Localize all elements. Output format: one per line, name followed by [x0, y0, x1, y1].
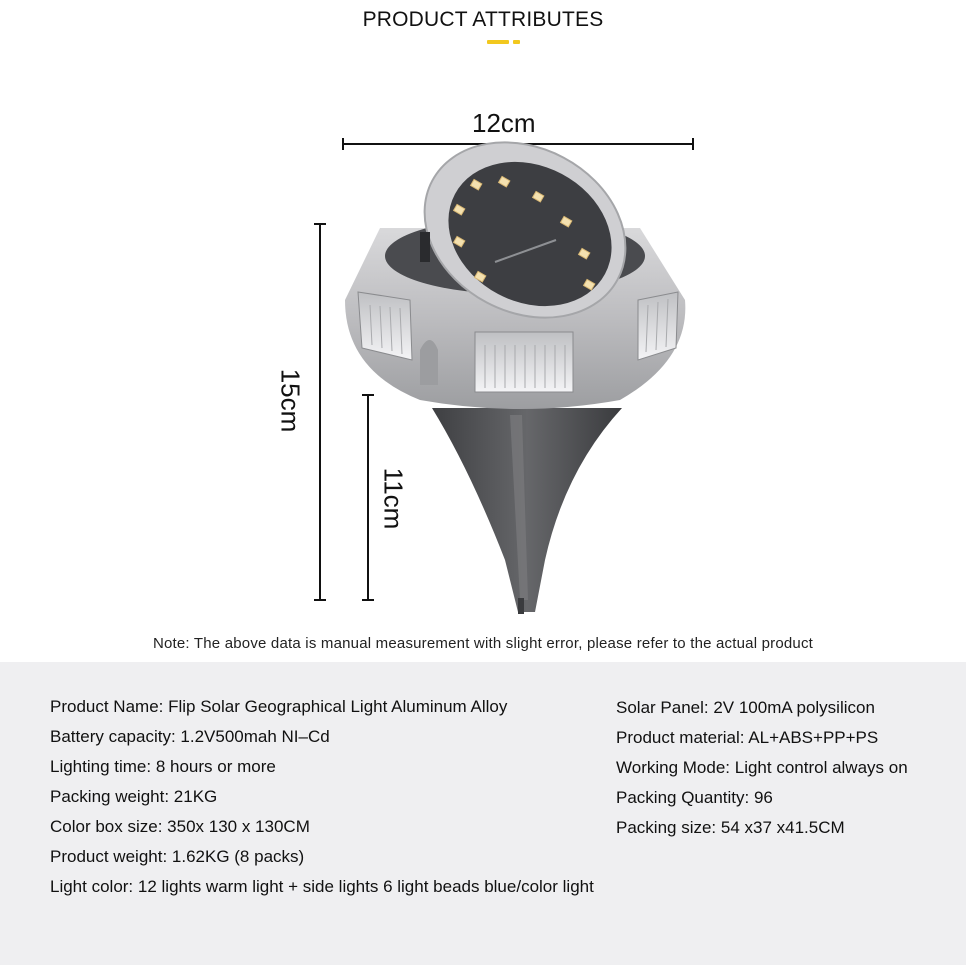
spec-packing-size: Packing size: 54 x37 x41.5CM: [616, 818, 845, 837]
height-dimension-label: 15cm: [275, 368, 306, 433]
spec-light-color: Light color: 12 lights warm light + side lights 6 light beads blue/color light: [50, 877, 594, 896]
stake-dimension-line: [362, 395, 374, 600]
spec-product-name: Product Name: Flip Solar Geographical Light Aluminum Alloy: [50, 697, 508, 716]
stake-dimension-label: 11cm: [378, 467, 409, 530]
width-dimension-label: 12cm: [472, 108, 536, 138]
spec-battery-capacity: Battery capacity: 1.2V500mah NI–Cd: [50, 727, 330, 746]
specifications-panel: [0, 662, 966, 965]
spec-lighting-time: Lighting time: 8 hours or more: [50, 757, 276, 776]
spec-color-box-size: Color box size: 350x 130 x 130CM: [50, 817, 310, 836]
spec-product-material: Product material: AL+ABS+PP+PS: [616, 728, 879, 747]
height-dimension-line: [314, 224, 326, 600]
spec-packing-weight: Packing weight: 21KG: [50, 787, 218, 806]
specs-right-column: [616, 693, 908, 843]
specs-left-column: [50, 692, 594, 902]
spec-product-weight: Product weight: 1.62KG (8 packs): [50, 847, 305, 866]
section-title: PRODUCT ATTRIBUTES: [362, 8, 604, 31]
spec-working-mode: Working Mode: Light control always on: [616, 758, 908, 777]
ground-stake: [432, 408, 622, 614]
spec-packing-quantity: Packing Quantity: 96: [616, 788, 773, 807]
spec-solar-panel: Solar Panel: 2V 100mA polysilicon: [616, 698, 875, 717]
measurement-note: Note: The above data is manual measurement with slight error, please refer to the actual product: [152, 635, 814, 652]
